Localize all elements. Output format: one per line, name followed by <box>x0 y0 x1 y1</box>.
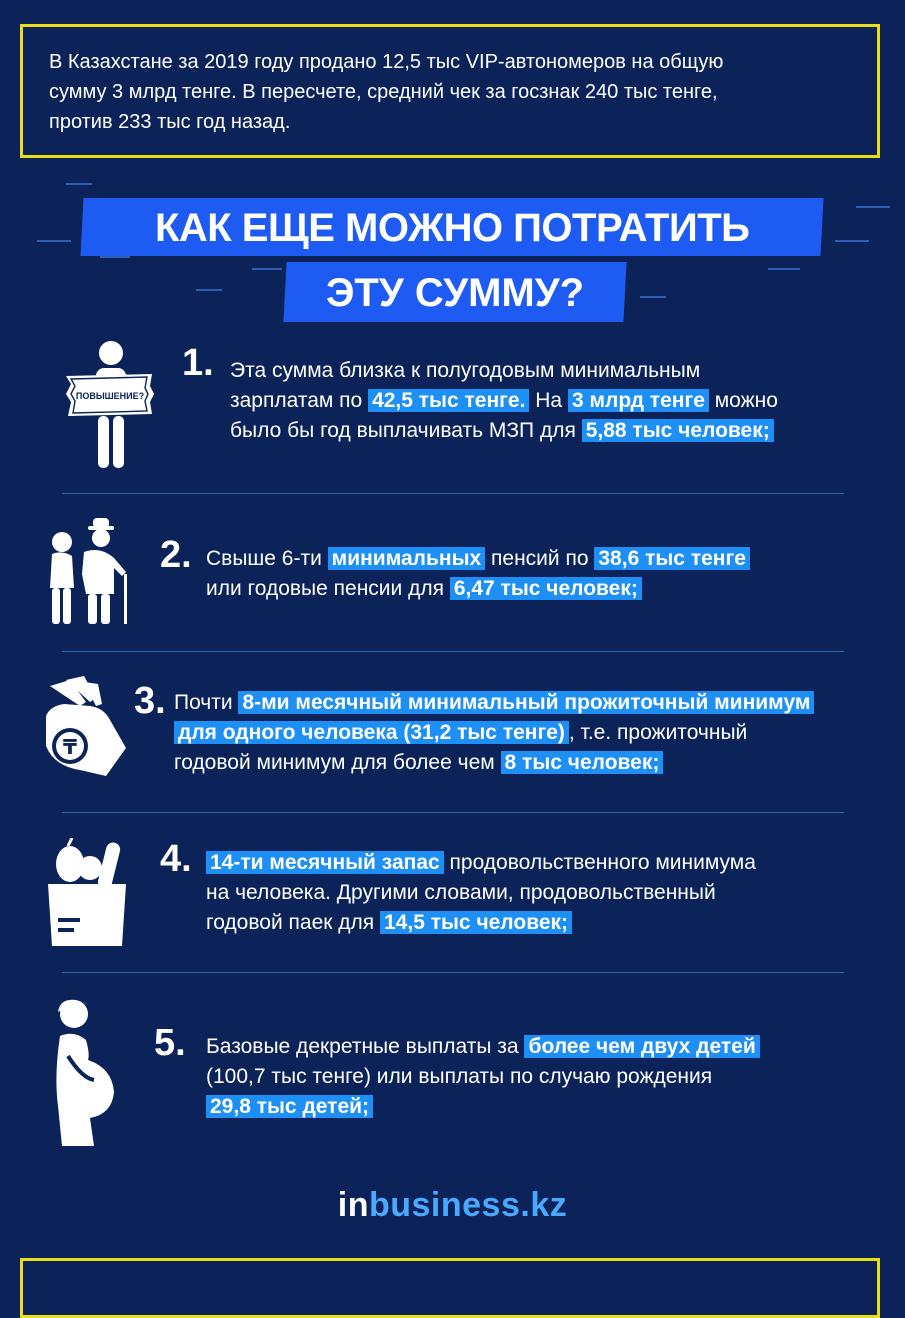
deco-line <box>640 296 666 298</box>
bottom-frame <box>20 1258 880 1318</box>
divider <box>62 651 844 652</box>
item-2-line-1b: пенсий по <box>485 547 589 570</box>
intro-line-2: сумму 3 млрд тенге. В пересчете, средний чек за госзнак 240 тыс тенге, <box>49 81 718 103</box>
highlight: 42,5 тыс тенге. <box>368 389 529 412</box>
item-3-number: 3. <box>134 680 166 722</box>
heading-line-1: КАК ЕЩЕ МОЖНО ПОТРАТИТЬ <box>154 206 750 250</box>
item-1-line-2c: можно <box>708 389 778 412</box>
item-1-line-1: Эта сумма близка к полугодовым минимальным <box>230 359 701 382</box>
highlight: 14,5 тыс человек; <box>380 911 572 934</box>
item-1-line-2b: На <box>529 389 563 412</box>
grocery-bag-icon <box>44 838 130 948</box>
highlight: более чем двух детей <box>524 1035 759 1058</box>
deco-line <box>768 268 800 270</box>
heading-line-2: ЭТУ СУММУ? <box>325 271 584 315</box>
divider <box>62 493 844 494</box>
highlight: 3 млрд тенге <box>568 389 709 412</box>
item-1-line-3a: было бы год выплачивать МЗП для <box>230 419 576 442</box>
divider <box>62 812 844 813</box>
highlight: для одного человека (31,2 тыс тенге) <box>174 721 569 744</box>
highlight: минимальных <box>328 547 486 570</box>
pregnant-woman-icon <box>50 996 126 1148</box>
item-4-line-2: на человека. Другими словами, продовольственный <box>206 881 716 904</box>
item-4-line-3a: годовой паек для <box>206 911 375 934</box>
sign-text: ПОВЫШЕНИЕ? <box>75 391 145 401</box>
highlight: 8-ми месячный минимальный прожиточный минимум <box>238 691 814 714</box>
item-2-line-2a: или годовые пенсии для <box>206 577 444 600</box>
item-5-line-2: (100,7 тыс тенге) или выплаты по случаю рождения <box>206 1065 713 1088</box>
divider <box>62 972 844 973</box>
deco-line <box>835 240 869 242</box>
deco-line <box>856 206 890 208</box>
intro-line-1: В Казахстане за 2019 году продано 12,5 тыс VIP-автономеров на общую <box>49 51 724 73</box>
logo-in: in <box>337 1186 369 1224</box>
protest-person-icon <box>60 338 160 470</box>
item-1-number: 1. <box>182 342 214 384</box>
deco-line <box>252 268 282 270</box>
highlight: 8 тыс человек; <box>501 751 664 774</box>
highlight: 5,88 тыс человек; <box>582 419 774 442</box>
item-3-line-3a: годовой минимум для более чем <box>174 751 495 774</box>
intro-line-3: против 233 тыс год назад. <box>49 111 291 133</box>
highlight: 38,6 тыс тенге <box>594 547 750 570</box>
highlight: 6,47 тыс человек; <box>450 577 642 600</box>
item-3-line-2b: , т.е. прожиточный <box>568 721 748 744</box>
deco-line <box>100 256 130 258</box>
intro-box <box>20 24 880 158</box>
item-1-line-2a: зарплатам по <box>230 389 363 412</box>
hand-coin-icon <box>40 676 132 786</box>
item-3-text <box>174 688 884 778</box>
elderly-couple-icon <box>40 518 132 626</box>
deco-line <box>66 183 92 185</box>
heading-banner-2 <box>283 262 626 322</box>
item-4-number: 4. <box>160 838 192 880</box>
item-3-line-1a: Почти <box>174 691 233 714</box>
item-5-text <box>206 1032 886 1122</box>
item-4-line-1b: продовольственного минимума <box>443 851 756 874</box>
highlight: 29,8 тыс детей; <box>206 1095 373 1118</box>
item-4-text <box>206 848 886 938</box>
item-5-line-1a: Базовые декретные выплаты за <box>206 1035 519 1058</box>
highlight: 14-ти месячный запас <box>206 851 444 874</box>
item-1-text <box>230 356 880 446</box>
deco-line <box>196 289 222 291</box>
inbusiness-logo <box>0 1186 905 1225</box>
logo-rest: business.kz <box>368 1186 568 1224</box>
item-2-line-1a: Свыше 6-ти <box>206 547 322 570</box>
deco-line <box>37 240 71 242</box>
item-2-number: 2. <box>160 534 192 576</box>
item-5-number: 5. <box>154 1022 186 1064</box>
item-2-text <box>206 544 886 604</box>
heading-banner-1 <box>80 198 823 256</box>
tenge-symbol: ₸ <box>63 735 77 759</box>
